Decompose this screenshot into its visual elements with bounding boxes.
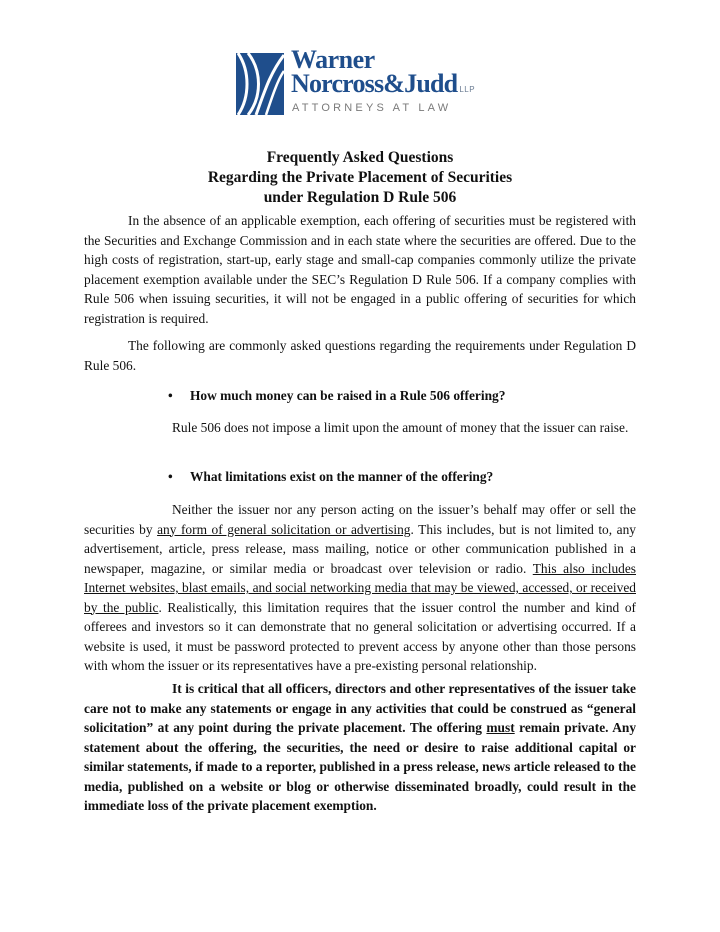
underlined-must: must bbox=[486, 720, 515, 735]
question-text: What limitations exist on the manner of the offering? bbox=[190, 469, 494, 484]
bullet-icon: • bbox=[168, 388, 173, 403]
faq-question-2 bbox=[168, 467, 493, 487]
faq-question-1 bbox=[168, 386, 505, 406]
warning-text-a: It is critical that all officers, directors and other representatives of the issuer take care not to make any statements or engage in any activities that could be construed as “general solicitation” at any point during the private placement. The offering bbox=[84, 681, 636, 735]
logo-name-text: Norcross&Judd bbox=[291, 69, 458, 98]
title-line-3: under Regulation D Rule 506 bbox=[263, 189, 457, 206]
answer-text-e: . Realistically, this limitation requires that the issuer control the number and kind of offerees and investors so it can demonstrate that no general solicitation or advertising occurred. If a website is used, it must be password protected to prevent access by anyone other than those persons with whom the issuer or its representatives have a pre-existing personal relationship. bbox=[84, 599, 636, 673]
underlined-internet-note: This also includes Internet websites, blast emails, and social networking media that may be viewed, accessed, or received by the public bbox=[84, 560, 636, 615]
bullet-icon: • bbox=[168, 469, 173, 484]
logo-name-line1: Warner bbox=[291, 45, 375, 74]
faq-answer-2 bbox=[84, 500, 636, 676]
logo-llp: LLP bbox=[459, 85, 476, 94]
intro-paragraph-2: The following are commonly asked questions regarding the requirements under Regulation D Rule 506. bbox=[84, 338, 636, 373]
intro-paragraph-1: In the absence of an applicable exemption, each offering of securities must be registered with the Securities and Exchange Commission and in each state where the securities are offered. Due to the high costs of registration, start-up, early stage and small-cap companies commonly utilize the private placement exemption available under the SEC’s Regulation D Rule 506. If a company complies with Rule 506 when issuing securities, it will not be engaged in a public offering of securities for which registration is required. bbox=[84, 213, 636, 326]
title-line-1: Frequently Asked Questions bbox=[266, 149, 454, 166]
title-line-2: Regarding the Private Placement of Securities bbox=[207, 169, 513, 186]
logo-name-line2 bbox=[291, 69, 476, 102]
question-text: How much money can be raised in a Rule 506 offering? bbox=[190, 388, 506, 403]
answer-text-c: . This includes, but is not limited to, any advertisement, article, press release, mass mailing, notice or other communication published in a newspaper, magazine, or similar media or broadcast over television or radio. bbox=[84, 521, 636, 576]
firm-logo bbox=[236, 45, 508, 118]
logo-w-mark-icon bbox=[236, 53, 284, 115]
document-title bbox=[0, 148, 720, 208]
warning-text-c: remain private. Any statement about the offering, the securities, the need or desire to raise additional capital or similar statements, if made to a reporter, published in a press release, news article released to the media, published on a website or blog or otherwise disseminated broadly, could result in the immediate loss of the private placement exemption. bbox=[84, 720, 637, 813]
answer-text-a: Neither the issuer nor any person acting on the issuer’s behalf may offer or sell the securities by bbox=[84, 502, 636, 537]
logo-wordmark bbox=[291, 45, 476, 102]
logo-tagline: ATTORNEYS AT LAW bbox=[292, 102, 452, 114]
warning-paragraph bbox=[84, 679, 636, 816]
faq-answer-1: Rule 506 does not impose a limit upon the amount of money that the issuer can raise. bbox=[172, 420, 629, 435]
underlined-general-solicitation: any form of general solicitation or advertising bbox=[157, 521, 411, 537]
